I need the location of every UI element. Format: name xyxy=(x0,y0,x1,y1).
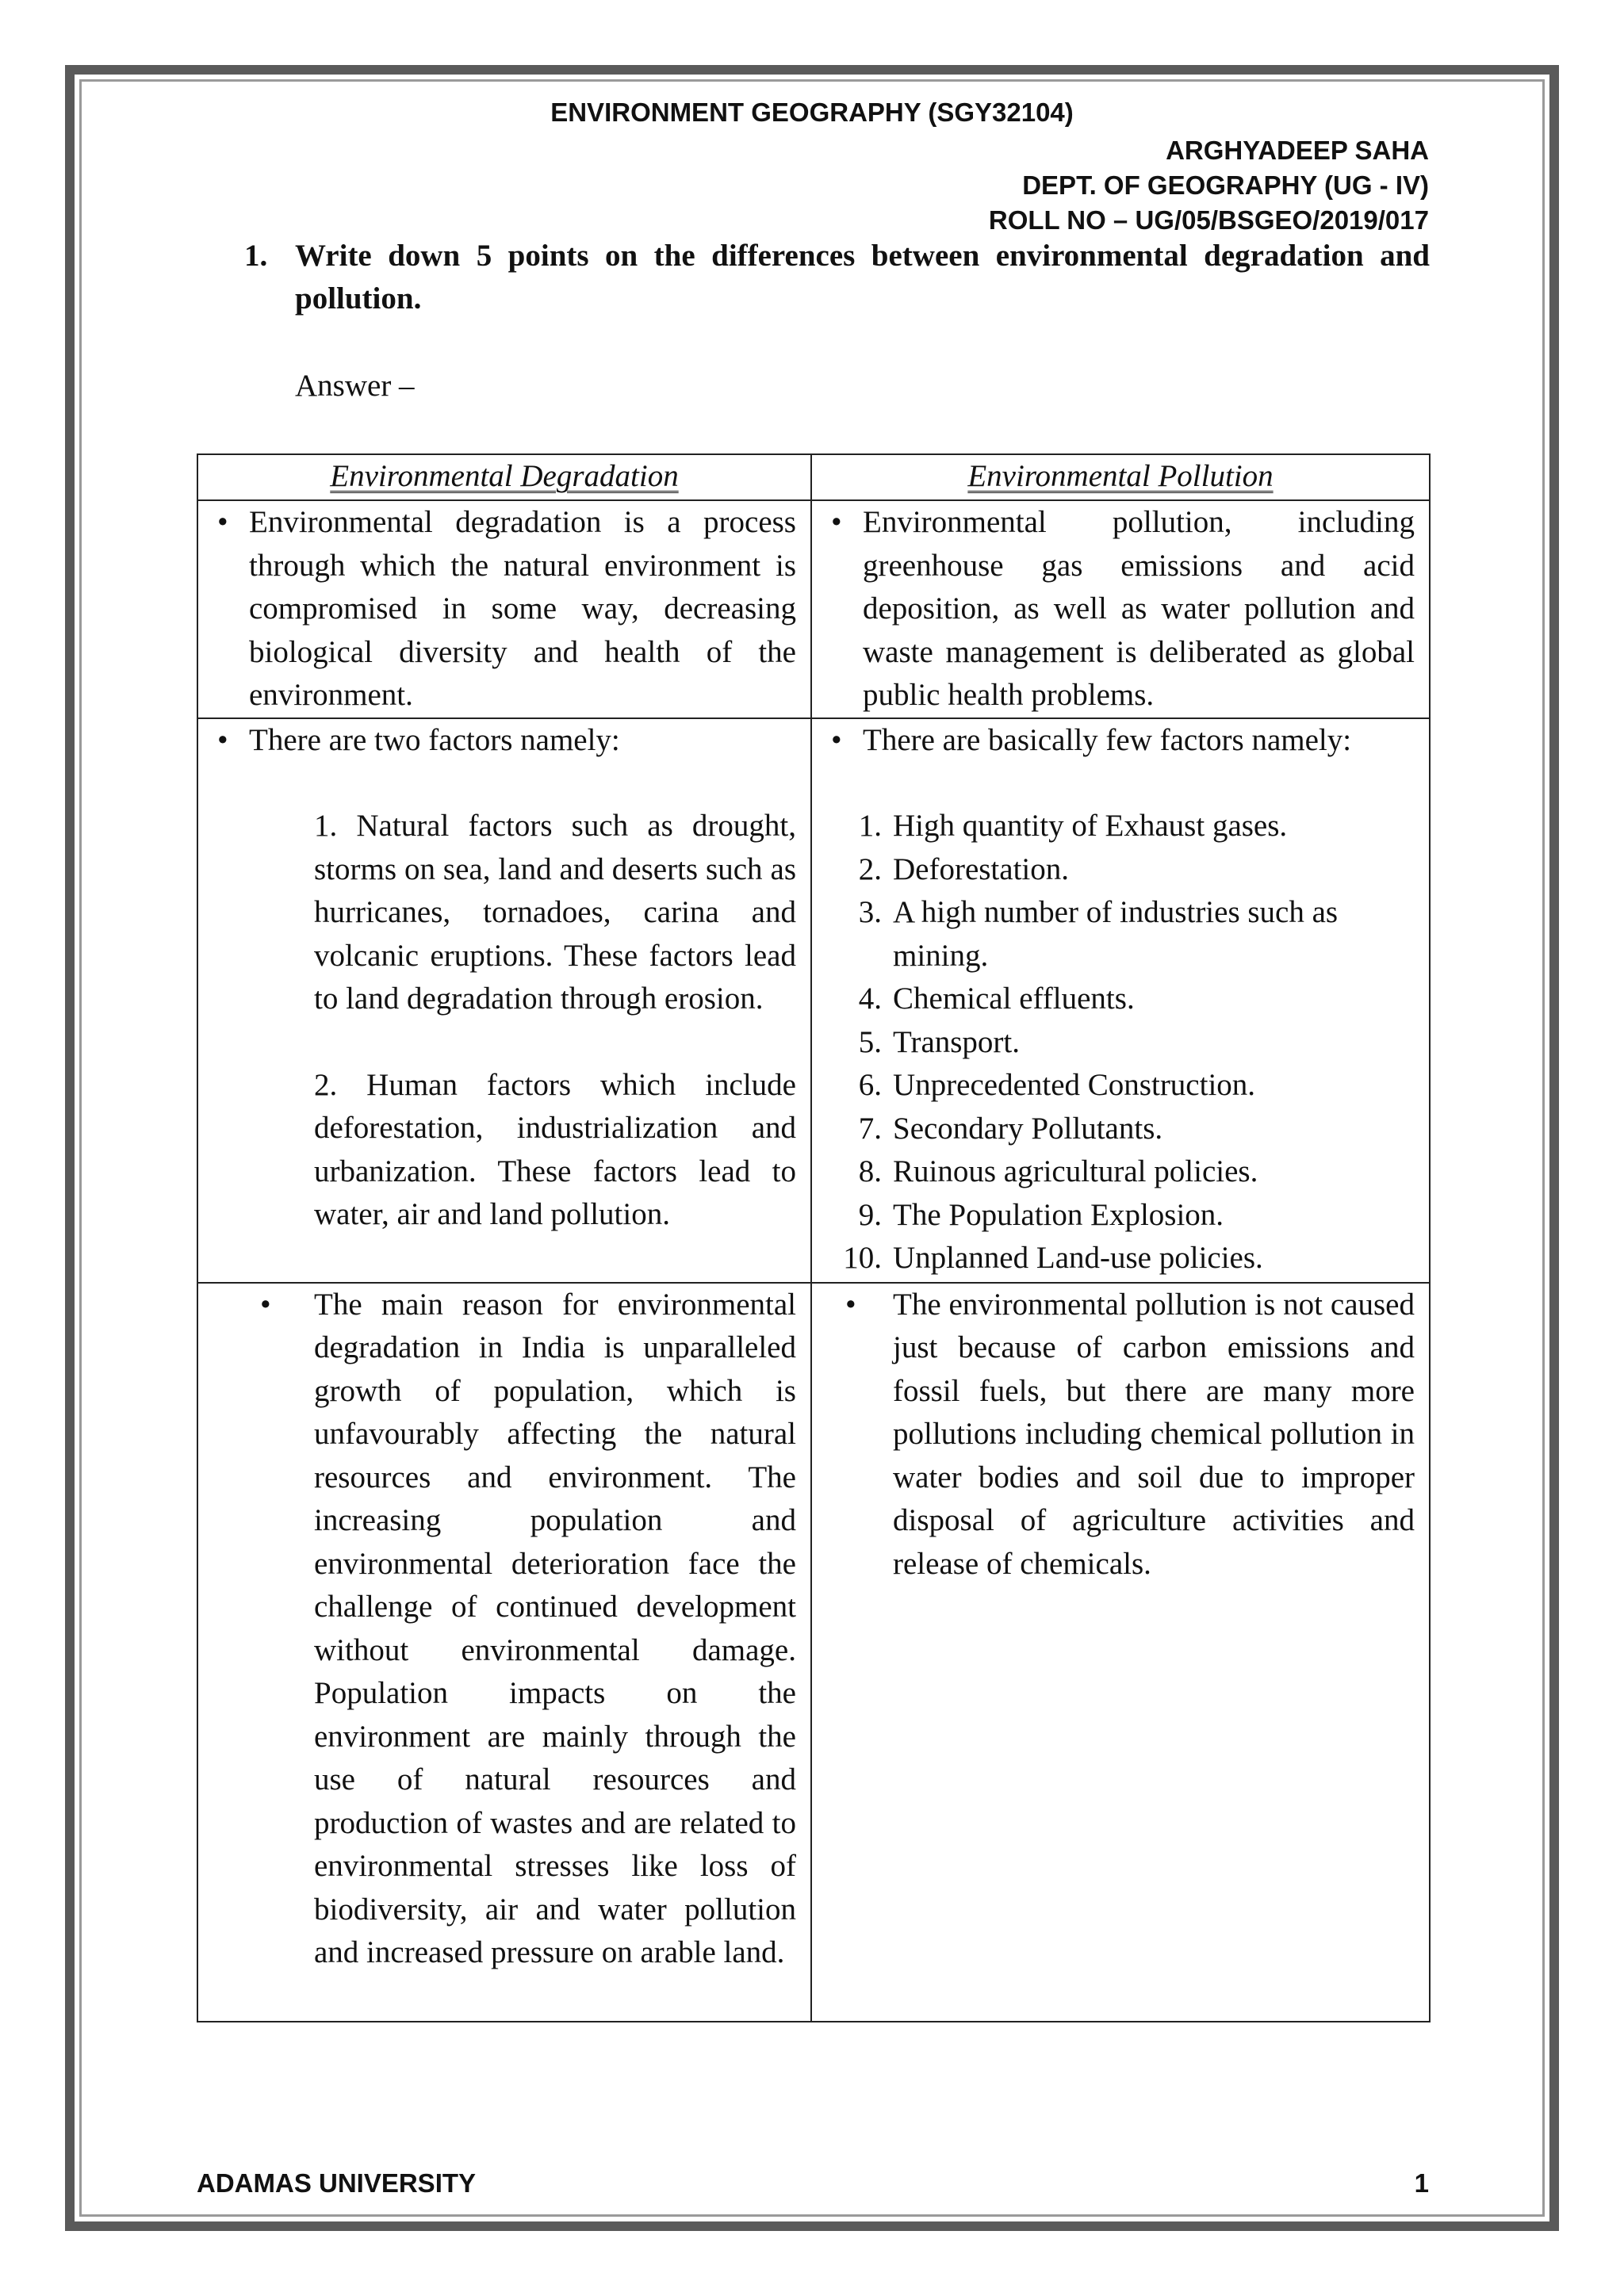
course-title: ENVIRONMENT GEOGRAPHY (SGY32104) xyxy=(550,98,1074,127)
bullet-item xyxy=(213,1284,796,1975)
bullet-text: The main reason for environmental degradation in India is unparalleled growth of population, which is unfavourably affecting the natural resources and environment. The increasing population and environmental deterioration face the challenge of continued development without environmental damage. Population impacts on the environment are mainly through the use of natural resources and production of wastes and are related to environmental stresses like loss of biodiversity, air and water pollution and increased pressure on arable land. xyxy=(314,1287,796,1969)
bullet-icon: • xyxy=(217,505,228,539)
department: DEPT. OF GEOGRAPHY (UG - IV) xyxy=(1022,170,1429,200)
table-row xyxy=(197,500,1430,718)
bullet-item xyxy=(213,501,796,718)
table-cell xyxy=(811,500,1430,718)
bullet-icon: • xyxy=(260,1287,271,1322)
bullet-icon: • xyxy=(217,722,228,757)
bullet-text: Environmental pollution, including greenhouse gas emissions and acid deposition, as well as water pollution and waste management is deliberated as global public health problems. xyxy=(863,505,1415,712)
bullet-text: There are basically few factors namely: xyxy=(863,722,1352,757)
list-item: 6. Unprecedented Construction. xyxy=(858,1068,1256,1102)
bullet-text: There are two factors namely: xyxy=(249,722,620,757)
table-header-row xyxy=(197,454,1430,500)
list-item: 3. A high number of industries such as mining. xyxy=(858,895,1339,973)
table-cell xyxy=(197,718,811,1283)
column-header-pollution: Environmental Pollution xyxy=(811,454,1430,500)
page-number: 1 xyxy=(1414,2168,1429,2198)
table-cell xyxy=(197,500,811,718)
bullet-item xyxy=(826,501,1415,718)
bullet-icon: • xyxy=(831,722,842,757)
bullet-text: The environmental pollution is not caused just because of carbon emissions and fossil fuels, but there are many more pollutions including chemical pollution in water bodies and soil due to improper disposal of agriculture activities and release of chemicals. xyxy=(893,1287,1415,1581)
list-item: 7. Secondary Pollutants. xyxy=(858,1111,1163,1146)
column-header-degradation: Environmental Degradation xyxy=(197,454,811,500)
question-number: 1. xyxy=(244,239,268,273)
pollution-factor-list xyxy=(826,805,1415,1280)
question-text: Write down 5 points on the differences between environmental degradation and pollution. xyxy=(295,239,1430,316)
footer-university: ADAMAS UNIVERSITY xyxy=(197,2168,477,2198)
list-item: 10. Unplanned Land-use policies. xyxy=(843,1241,1263,1275)
factor-human: 2. Human factors which include deforestation, industrialization and urbanization. These factors lead to water, air and land pollution. xyxy=(314,1067,796,1231)
table-cell xyxy=(811,718,1430,1283)
table-row xyxy=(197,1283,1430,2022)
list-item: 8. Ruinous agricultural policies. xyxy=(858,1154,1258,1188)
table-row xyxy=(197,718,1430,1283)
author-name: ARGHYADEEP SAHA xyxy=(1166,136,1429,165)
bullet-item xyxy=(826,1284,1415,1586)
bullet-text: Environmental degradation is a process through which the natural environment is compromised in some way, decreasing biological diversity and health of the environment. xyxy=(249,505,796,712)
roll-number: ROLL NO – UG/05/BSGEO/2019/017 xyxy=(988,205,1429,235)
question xyxy=(244,235,1430,320)
table-cell xyxy=(197,1283,811,2022)
bullet-icon: • xyxy=(831,505,842,539)
bullet-item xyxy=(213,719,796,763)
answer-label: Answer – xyxy=(295,369,415,403)
bullet-icon: • xyxy=(845,1287,856,1322)
factor-natural: 1. Natural factors such as drought, storms on sea, land and deserts such as hurricanes, tornadoes, carina and volcanic eruptions. These factors lead to land degradation through erosion. xyxy=(314,809,796,1016)
list-item: 5. Transport. xyxy=(858,1024,1020,1059)
table-cell xyxy=(811,1283,1430,2022)
list-item: 4. Chemical effluents. xyxy=(858,982,1135,1016)
list-item: 9. The Population Explosion. xyxy=(858,1197,1224,1232)
list-item: 2. Deforestation. xyxy=(858,851,1070,886)
list-item: 1. High quantity of Exhaust gases. xyxy=(858,809,1288,843)
comparison-table xyxy=(197,453,1431,2022)
bullet-item xyxy=(826,719,1415,763)
